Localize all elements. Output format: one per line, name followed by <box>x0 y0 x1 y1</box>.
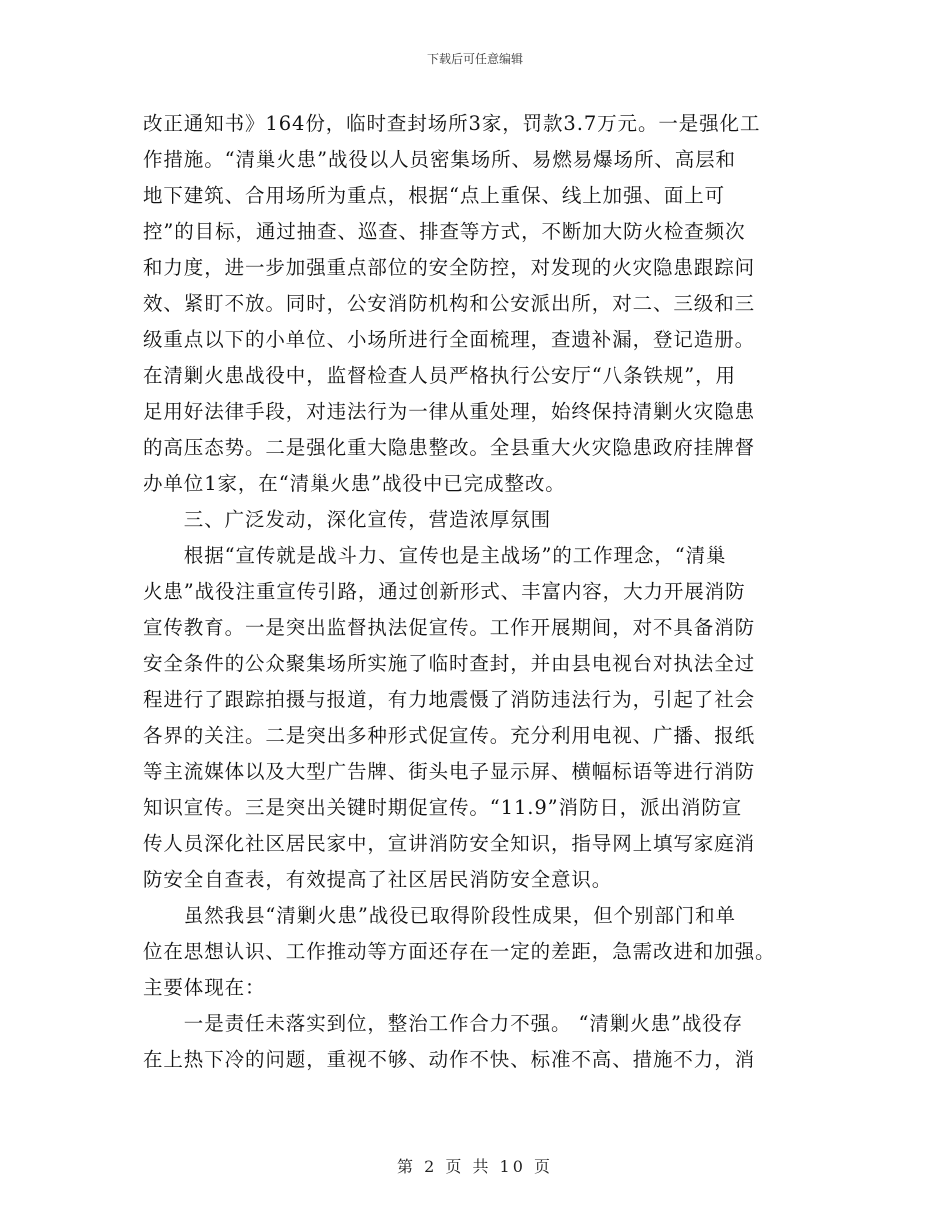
text-line: 和力度，进一步加强重点部位的安全防控，对发现的火灾隐患跟踪问 <box>143 256 756 279</box>
text-line: 改正通知书》164份，临时查封场所3家，罚款3.7万元。一是强化工 <box>143 112 761 135</box>
text-line: 足用好法律手段，对违法行为一律从重处理，始终保持清剿火灾隐患 <box>143 400 756 423</box>
text-line: 程进行了跟踪拍摄与报道，有力地震慑了消防违法行为，引起了社会 <box>143 688 756 711</box>
text-line: 宣传教育。一是突出监督执法促宣传。工作开展期间，对不具备消防 <box>143 616 756 639</box>
text-line: 虽然我县“清剿火患”战役已取得阶段性成果，但个别部门和单 <box>143 904 736 927</box>
text-line: 安全条件的公众聚集场所实施了临时查封，并由县电视台对执法全过 <box>143 652 756 675</box>
text-line: 在清剿火患战役中，监督检查人员严格执行公安厅“八条铁规”，用 <box>143 364 736 387</box>
text-line: 一是责任未落实到位，整治工作合力不强。 “清剿火患”战役存 <box>143 1012 744 1035</box>
document-body <box>143 106 807 1078</box>
text-line: 的高压态势。二是强化重大隐患整改。全县重大火灾隐患政府挂牌督 <box>143 436 756 459</box>
text-line: 等主流媒体以及大型广告牌、街头电子显示屏、横幅标语等进行消防 <box>143 760 756 783</box>
text-line: 根据“宣传就是战斗力、宣传也是主战场”的工作理念，“清巢 <box>143 544 727 567</box>
text-line: 各界的关注。二是突出多种形式促宣传。充分利用电视、广播、报纸 <box>143 724 756 747</box>
text-line: 主要体现在： <box>143 976 266 999</box>
page-number-footer: 第 2 页 共 10 页 <box>397 1157 553 1176</box>
text-line: 防安全自查表，有效提高了社区居民消防安全意识。 <box>143 868 613 891</box>
page-header-note: 下载后可任意编辑 <box>426 52 523 66</box>
text-line: 办单位1家，在“清巢火患”战役中已完成整改。 <box>143 472 566 495</box>
text-line: 效、紧盯不放。同时，公安消防机构和公安派出所，对二、三级和三 <box>143 292 756 315</box>
text-line: 作措施。“清巢火患”战役以人员密集场所、易燃易爆场所、高层和 <box>143 148 736 171</box>
text-line: 火患”战役注重宣传引路，通过创新形式、丰富内容，大力开展消防 <box>143 580 746 603</box>
text-line: 传人员深化社区居民家中，宣讲消防安全知识，指导网上填写家庭消 <box>143 832 756 855</box>
text-line: 地下建筑、合用场所为重点，根据“点上重保、线上加强、面上可 <box>143 184 726 207</box>
text-line: 三、广泛发动，深化宣传，营造浓厚氛围 <box>143 508 552 531</box>
text-line: 在上热下冷的问题，重视不够、动作不快、标准不高、措施不力，消 <box>143 1048 756 1071</box>
text-line: 级重点以下的小单位、小场所进行全面梳理，查遗补漏，登记造册。 <box>143 328 756 351</box>
text-line: 位在思想认识、工作推动等方面还存在一定的差距，急需改进和加强。 <box>143 940 776 963</box>
text-line: 控”的目标，通过抽查、巡查、排查等方式，不断加大防火检查频次 <box>143 220 746 243</box>
text-line: 知识宣传。三是突出关键时期促宣传。“11.9”消防日，派出消防宣 <box>143 796 743 819</box>
